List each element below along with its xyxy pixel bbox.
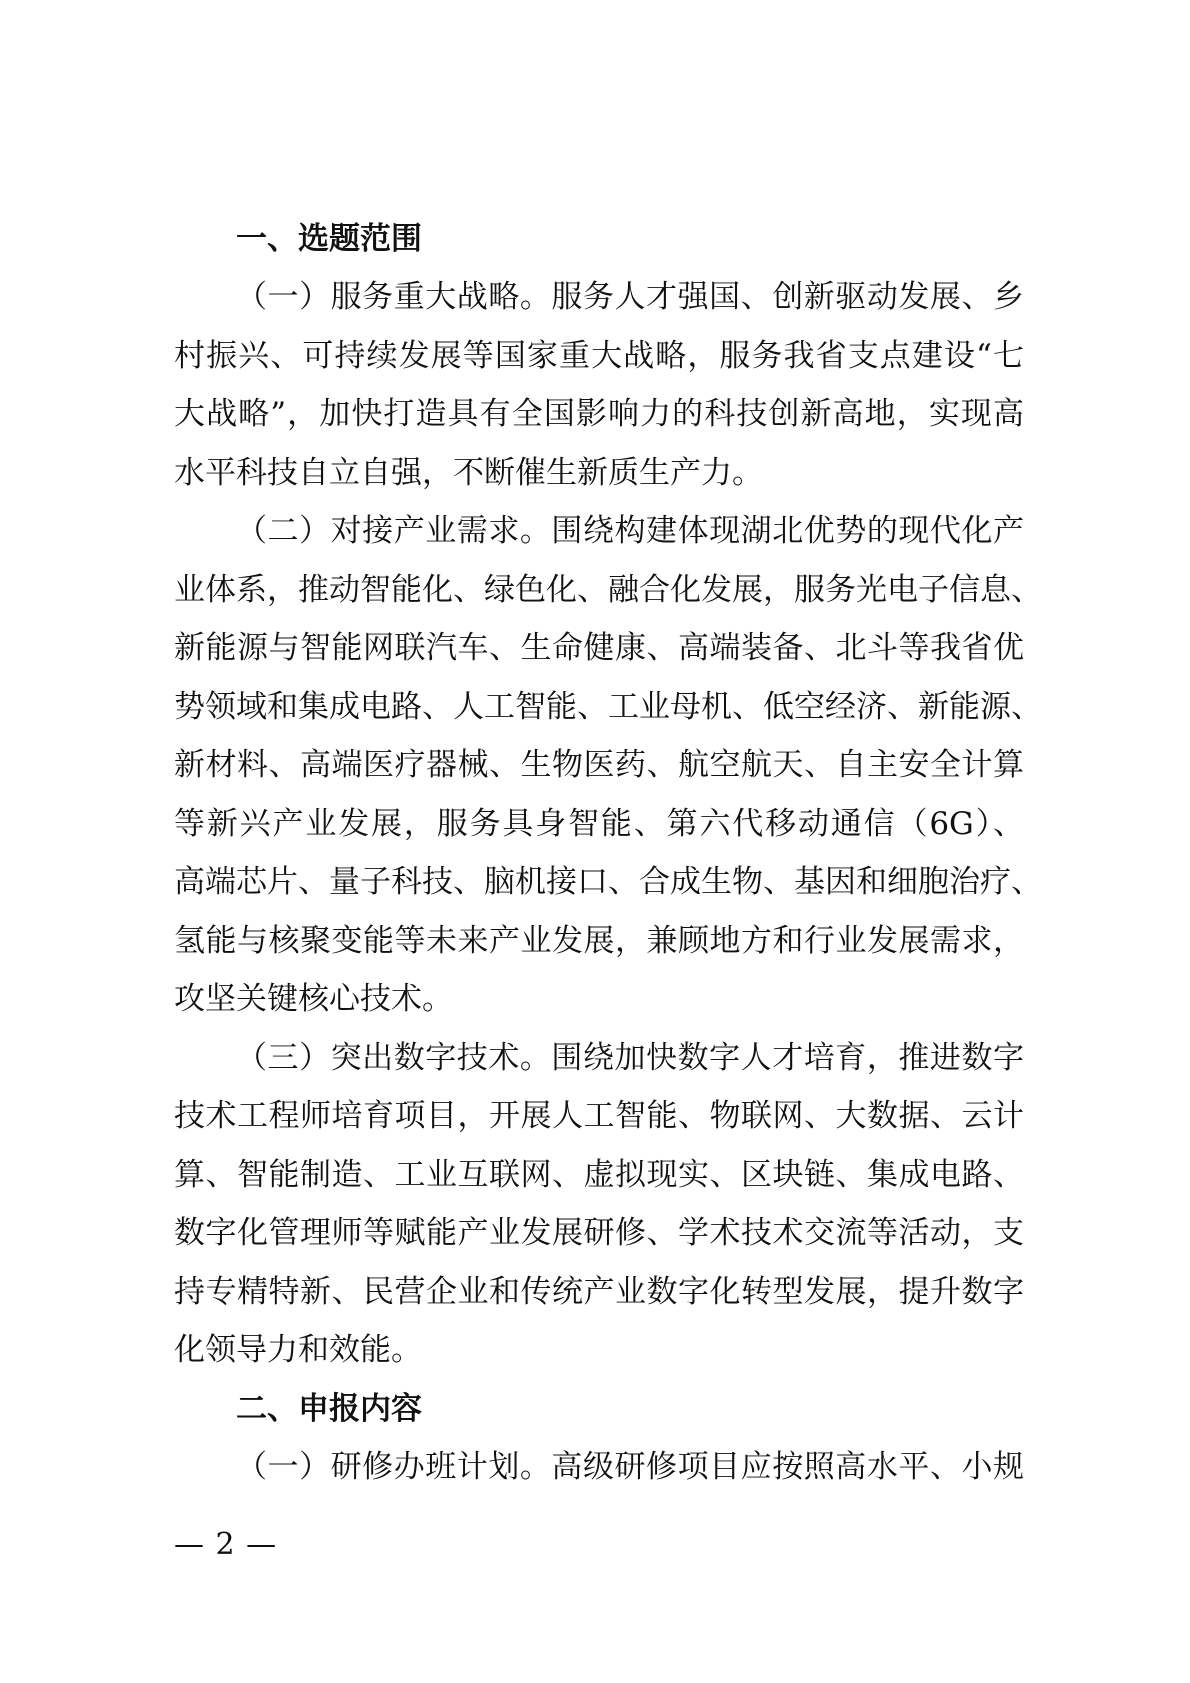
text-line: 村振兴、可持续发展等国家重大战略，服务我省支点建设“七 [174, 337, 1024, 374]
section-heading-content: 二、申报内容 [236, 1390, 422, 1427]
text-line: （二）对接产业需求。围绕构建体现湖北优势的现代化产 [236, 513, 1024, 549]
text-line: 新材料、高端医疗器械、生物医药、航空航天、自主安全计算 [174, 747, 1024, 783]
text-line: 氢能与核聚变能等未来产业发展，兼顾地方和行业发展需求， [174, 922, 1024, 959]
paragraph-digital-tech [174, 1029, 1024, 1380]
text-line: 水平科技自立自强，不断催生新质生产力。 [174, 454, 763, 491]
text-line: （一）研修办班计划。高级研修项目应按照高水平、小规 [236, 1448, 1024, 1485]
text-line: 新能源与智能网联汽车、生命健康、高端装备、北斗等我省优 [174, 630, 1024, 666]
text-line: 等新兴产业发展，服务具身智能、第六代移动通信（6G）、 [174, 805, 1024, 842]
text-line: 技术工程师培育项目，开展人工智能、物联网、大数据、云计 [174, 1098, 1024, 1134]
document-page [174, 210, 1042, 1496]
paragraph-training-plan [174, 1438, 1024, 1497]
section-heading-scope: 一、选题范围 [236, 221, 422, 257]
text-line: 数字化管理师等赋能产业发展研修、学术技术交流等活动，支 [174, 1215, 1024, 1251]
text-line: 算、智能制造、工业互联网、虚拟现实、区块链、集成电路、 [174, 1156, 1024, 1193]
text-line: 攻坚关键核心技术。 [174, 981, 453, 1017]
text-line: 高端芯片、量子科技、脑机接口、合成生物、基因和细胞治疗、 [174, 864, 1042, 900]
text-line: 大战略”，加快打造具有全国影响力的科技创新高地，实现高 [174, 396, 1024, 432]
text-line: （三）突出数字技术。围绕加快数字人才培育，推进数字 [236, 1039, 1024, 1076]
text-line: （一）服务重大战略。服务人才强国、创新驱动发展、乡 [236, 279, 1024, 315]
page-number: — 2 — [174, 1527, 278, 1562]
text-line: 业体系，推动智能化、绿色化、融合化发展，服务光电子信息、 [174, 571, 1042, 608]
paragraph-industry-needs [174, 502, 1042, 1029]
text-line: 持专精特新、民营企业和传统产业数字化转型发展，提升数字 [174, 1273, 1024, 1310]
text-line: 化领导力和效能。 [174, 1332, 422, 1368]
text-line: 势领域和集成电路、人工智能、工业母机、低空经济、新能源、 [174, 688, 1042, 725]
paragraph-serve-strategy [174, 268, 1024, 502]
